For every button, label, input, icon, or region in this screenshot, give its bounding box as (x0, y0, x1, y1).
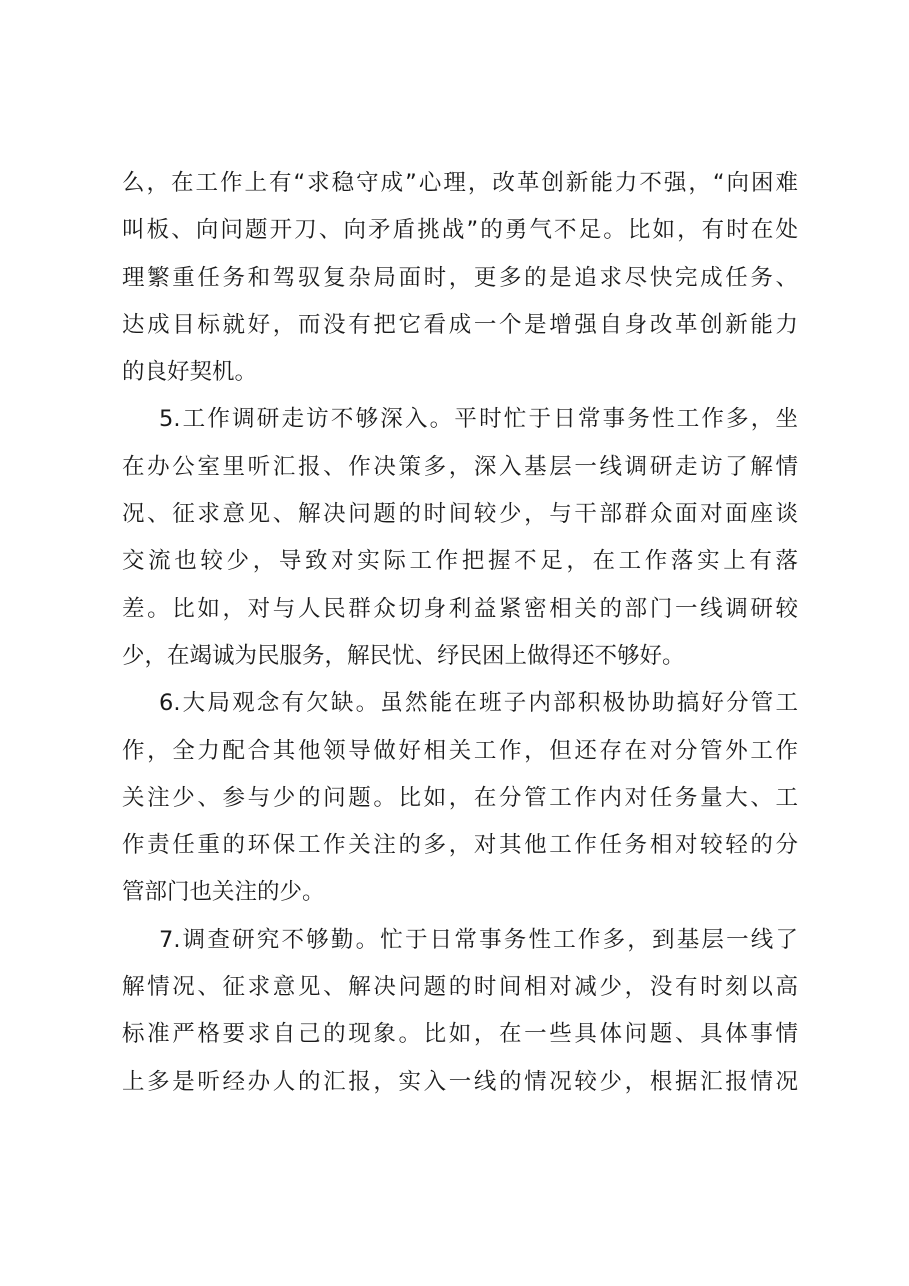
document-body (122, 160, 798, 1106)
text-line: 的良好契机。 (122, 359, 258, 386)
text-line: 在办公室里听汇报、作决策多，深入基层一线调研走访了解情 (122, 453, 798, 480)
text-line: 5.工作调研走访不够深入。平时忙于日常事务性工作多，坐 (159, 406, 798, 433)
text-line: 少，在竭诚为民服务，解民忧、纾民困上做得还不够好。 (122, 642, 685, 669)
text-line: 达成目标就好，而没有把它看成一个是增强自身改革创新能力 (122, 311, 798, 338)
text-line: 6.大局观念有欠缺。虽然能在班子内部积极协助搞好分管工 (159, 690, 798, 717)
text-line: 交流也较少，导致对实际工作把握不足，在工作落实上有落 (122, 548, 798, 575)
text-line: 关注少、参与少的问题。比如，在分管工作内对任务量大、工 (122, 784, 798, 811)
text-line: 标准严格要求自己的现象。比如，在一些具体问题、具体事情 (122, 1021, 798, 1048)
text-line: 上多是听经办人的汇报，实入一线的情况较少，根据汇报情况 (122, 1068, 798, 1095)
text-line: 差。比如，对与人民群众切身利益紧密相关的部门一线调研较 (122, 595, 798, 622)
text-line: 7.调查研究不够勤。忙于日常事务性工作多，到基层一线了 (159, 926, 798, 953)
text-line: 况、征求意见、解决问题的时间较少，与干部群众面对面座谈 (122, 501, 798, 528)
text-line: 管部门也关注的少。 (122, 879, 325, 906)
text-line: 作，全力配合其他领导做好相关工作，但还存在对分管外工作 (122, 737, 798, 764)
text-line: 么，在工作上有“求稳守成”心理，改革创新能力不强，“向困难 (122, 170, 798, 196)
text-line: 作责任重的环保工作关注的多，对其他工作任务相对较轻的分 (122, 832, 798, 859)
text-line: 解情况、征求意见、解决问题的时间相对减少，没有时刻以高 (122, 974, 798, 1001)
text-line: 叫板、向问题开刀、向矛盾挑战”的勇气不足。比如，有时在处 (122, 217, 798, 244)
text-line: 理繁重任务和驾驭复杂局面时，更多的是追求尽快完成任务、 (122, 264, 798, 291)
